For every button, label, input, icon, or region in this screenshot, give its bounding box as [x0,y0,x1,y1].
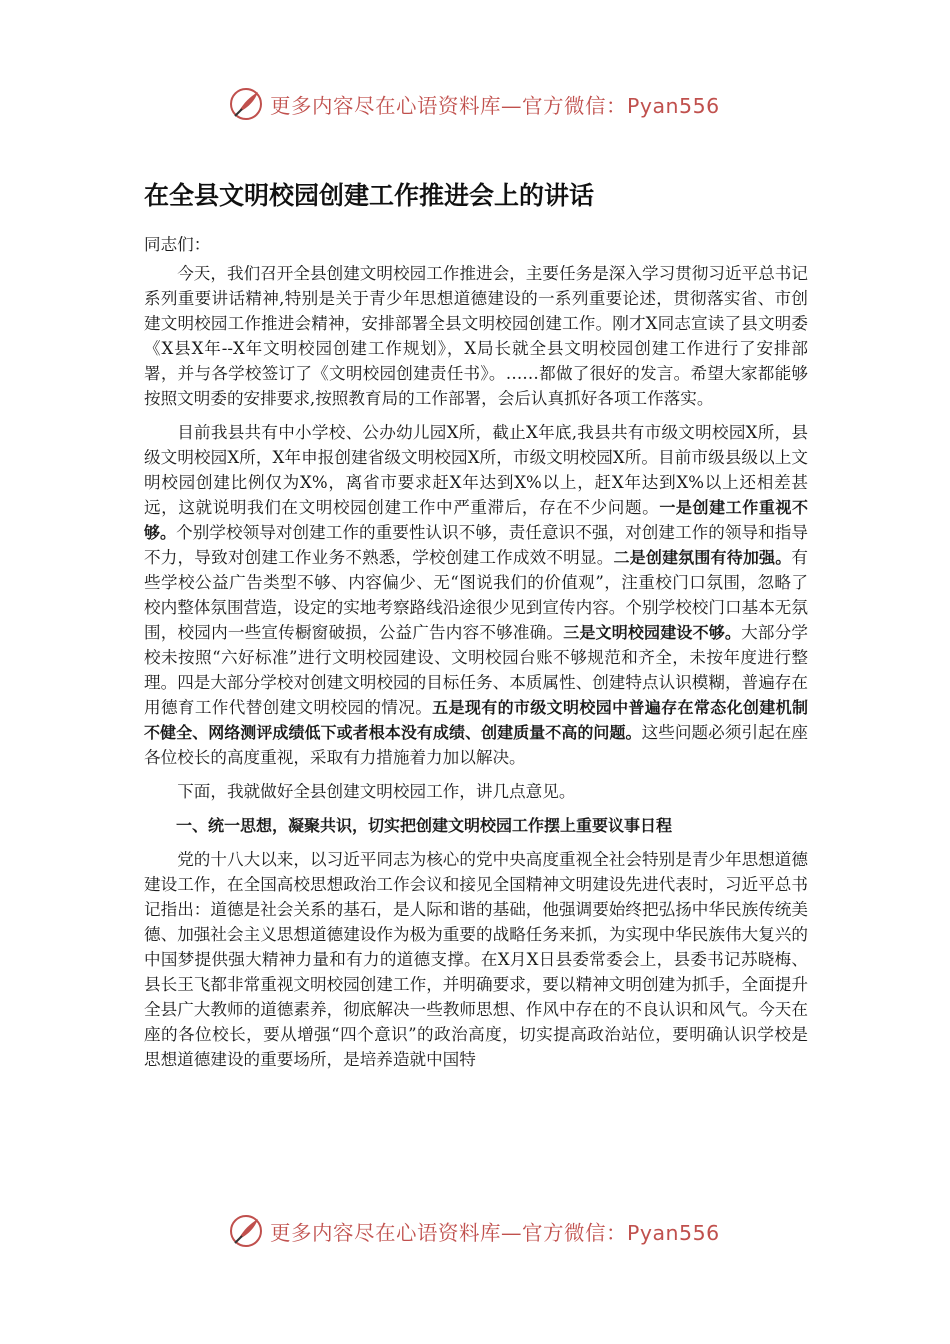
header-banner [228,84,748,124]
document-title: 在全县文明校园创建工作推进会上的讲话 [144,181,595,210]
bold-point-2: 二是创建氛围有待加强。 [613,548,792,567]
salutation: 同志们： [144,235,211,254]
text-run: 有些学校公益广告类型不够、内容偏少、无“图说我们的价值观”，注重校门口氛围，忽略了校内整体氛围营造，设定的实地考察路线沿途很少见到宣传内容。个别学校校门口基本无氛围，校园内一些宣传橱窗破损，公益广告内容不够准确。 [144,548,808,642]
bold-point-1: 一是创建工作重视不够。 [144,498,808,542]
wechat-id: Pyan556 [627,1221,720,1245]
paragraph-2 [144,420,808,770]
document-body [144,232,808,1081]
quill-pen-circle-icon [228,1213,264,1249]
text-run: 个别学校领导对创建工作的重要性认识不够，责任意识不强，对创建工作的领导和指导不力，导致对创建工作业务不熟悉，学校创建工作成效不明显。 [144,523,808,567]
paragraph-1: 今天，我们召开全县创建文明校园工作推进会，主要任务是深入学习贯彻习近平总书记系列重要讲话精神,特别是关于青少年思想道德建设的一系列重要论述，贯彻落实省、市创建文明校园工作推进会精神，安排部署全县文明校园创建工作。刚才X同志宣读了县文明委《X县X年--X年文明校园创建工作规划》，X局长就全县文明校园创建工作进行了安排部署，并与各学校签订了《文明校园创建责任书》。……都做了很好的发言。希望大家都能够按照文明委的安排要求,按照教育局的工作部署，会后认真抓好各项工作落实。 [144,264,808,408]
banner-text: 更多内容尽在心语资料库—官方微信：Pyan556 [270,1221,720,1245]
banner-text: 更多内容尽在心语资料库—官方微信：Pyan556 [270,94,720,118]
footer-banner [228,1211,748,1251]
paragraph-3: 下面，我就做好全县创建文明校园工作，讲几点意见。 [177,782,576,801]
text-run: 大部分学校未按照“六好标准”进行文明校园建设、文明校园台账不够规范和齐全，未按年度进行整理。四是大部分学校对创建文明校园的目标任务、本质属性、创建特点认识模糊，普遍存在用德育工作代替创建文明校园的情况。 [144,623,809,717]
paragraph-4: 党的十八大以来，以习近平同志为核心的党中央高度重视全社会特别是青少年思想道德建设工作，在全国高校思想政治工作会议和接见全国精神文明建设先进代表时，习近平总书记指出：道德是社会关系的基石，是人际和谐的基础，他强调要始终把弘扬中华民族传统美德、加强社会主义思想道德建设作为极为重要的战略任务来抓，为实现中华民族伟大复兴的中国梦提供强大精神力量和有力的道德支撑。在X月X日县委常委会上，县委书记苏晓梅、县长王飞都非常重视文明校园创建工作，并明确要求，要以精神文明创建为抓手，全面提升全县广大教师的道德素养，彻底解决一些教师思想、作风中存在的不良认识和风气。今天在座的各位校长，要从增强“四个意识”的政治高度，切实提高政治站位，要明确认识学校是思想道德建设的重要场所，是培养造就中国特 [144,850,808,1069]
text-run: 目前我县共有中小学校、公办幼儿园X所，截止X年底,我县共有市级文明校园X所，县级文明校园X所，X年申报创建省级文明校园X所，市级文明校园X所。目前市级县级以上文明校园创建比例仅为X%，离省市要求赶X年达到X%以上，赶X年达到X%以上还相差甚远，这就说明我们在文明校园创建工作中严重滞后，存在不少问题。 [144,423,808,517]
quill-pen-circle-icon [228,86,264,122]
text-run: 这些问题必须引起在座各位校长的高度重视，采取有力措施着力加以解决。 [144,723,808,767]
section-heading-1: 一、统一思想，凝聚共识，切实把创建文明校园工作摆上重要议事日程 [176,816,673,835]
bold-point-3: 三是文明校园建设不够。 [563,623,742,642]
bold-point-5: 五是现有的市级文明校园中普遍存在常态化创建机制不健全、网络测评成绩低下或者根本没有成绩、创建质量不高的问题。 [144,698,808,742]
wechat-id: Pyan556 [627,94,720,118]
